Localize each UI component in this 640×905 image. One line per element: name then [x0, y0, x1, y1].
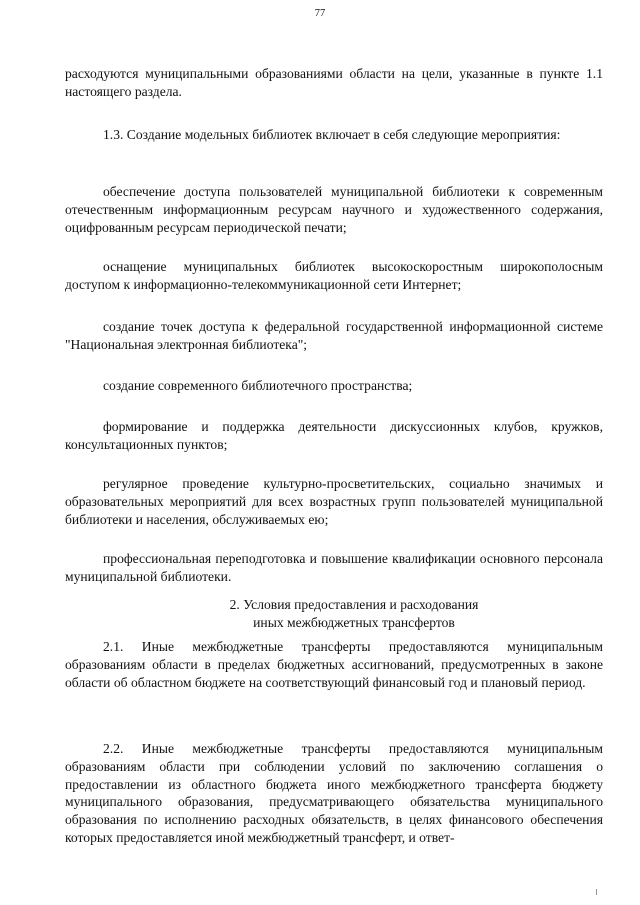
- paragraph-2-2: 2.2. Иные межбюджетные трансферты предоставляются муниципальным образованиям области при соблюдении условий по заключению соглашения о предоставлении из областного бюджета иного межбюджетного трансферта бюджету муниципального образования, предусматривающего обязательства муниципального образования по исполнению расходных обязательств, в целях финансового обеспечения которых предоставляется иной межбюджетный трансферт, и ответ-: [65, 741, 603, 845]
- page-number: 77: [314, 8, 326, 19]
- scan-edge-mark: [596, 889, 597, 895]
- list-item-neb: создание точек доступа к федеральной государственной информационной системе "Национальная электронная библиотека";: [65, 319, 603, 352]
- list-item-access: обеспечение доступа пользователей муниципальной библиотеки к современным отечественным информационным ресурсам научного и художественного содержания, оцифрованным ресурсам периодической печати;: [65, 184, 603, 235]
- list-item-space: создание современного библиотечного пространства;: [103, 378, 413, 393]
- list-item-training: профессиональная переподготовка и повышение квалификации основного персонала муниципальной библиотеки.: [65, 551, 603, 584]
- paragraph-1-3: 1.3. Создание модельных библиотек включает в себя следующие мероприятия:: [103, 127, 561, 142]
- section-heading-line2: иных межбюджетных трансфертов: [253, 614, 455, 630]
- list-item-events: регулярное проведение культурно-просветительских, социально значимых и образовательных мероприятий для всех возрастных групп пользователей муниципальной библиотеки и населения, обслуживаемых ею;: [65, 476, 603, 527]
- section-heading: [85, 596, 623, 632]
- paragraph-2-1: 2.1. Иные межбюджетные трансферты предоставляются муниципальным образованиям области в пределах бюджетных ассигнований, предусмотренных в законе области об областном бюджете на соответствующий финансовый год и плановый период.: [65, 639, 603, 690]
- list-item-broadband: оснащение муниципальных библиотек высокоскоростным широкополосным доступом к информационно-телекоммуникационной сети Интернет;: [65, 259, 603, 292]
- paragraph-continuation: расходуются муниципальными образованиями области на цели, указанные в пункте 1.1 настоящего раздела.: [65, 66, 603, 99]
- section-heading-line1: 2. Условия предоставления и расходования: [229, 597, 479, 612]
- list-item-clubs: формирование и поддержка деятельности дискуссионных клубов, кружков, консультационных пунктов;: [65, 419, 603, 452]
